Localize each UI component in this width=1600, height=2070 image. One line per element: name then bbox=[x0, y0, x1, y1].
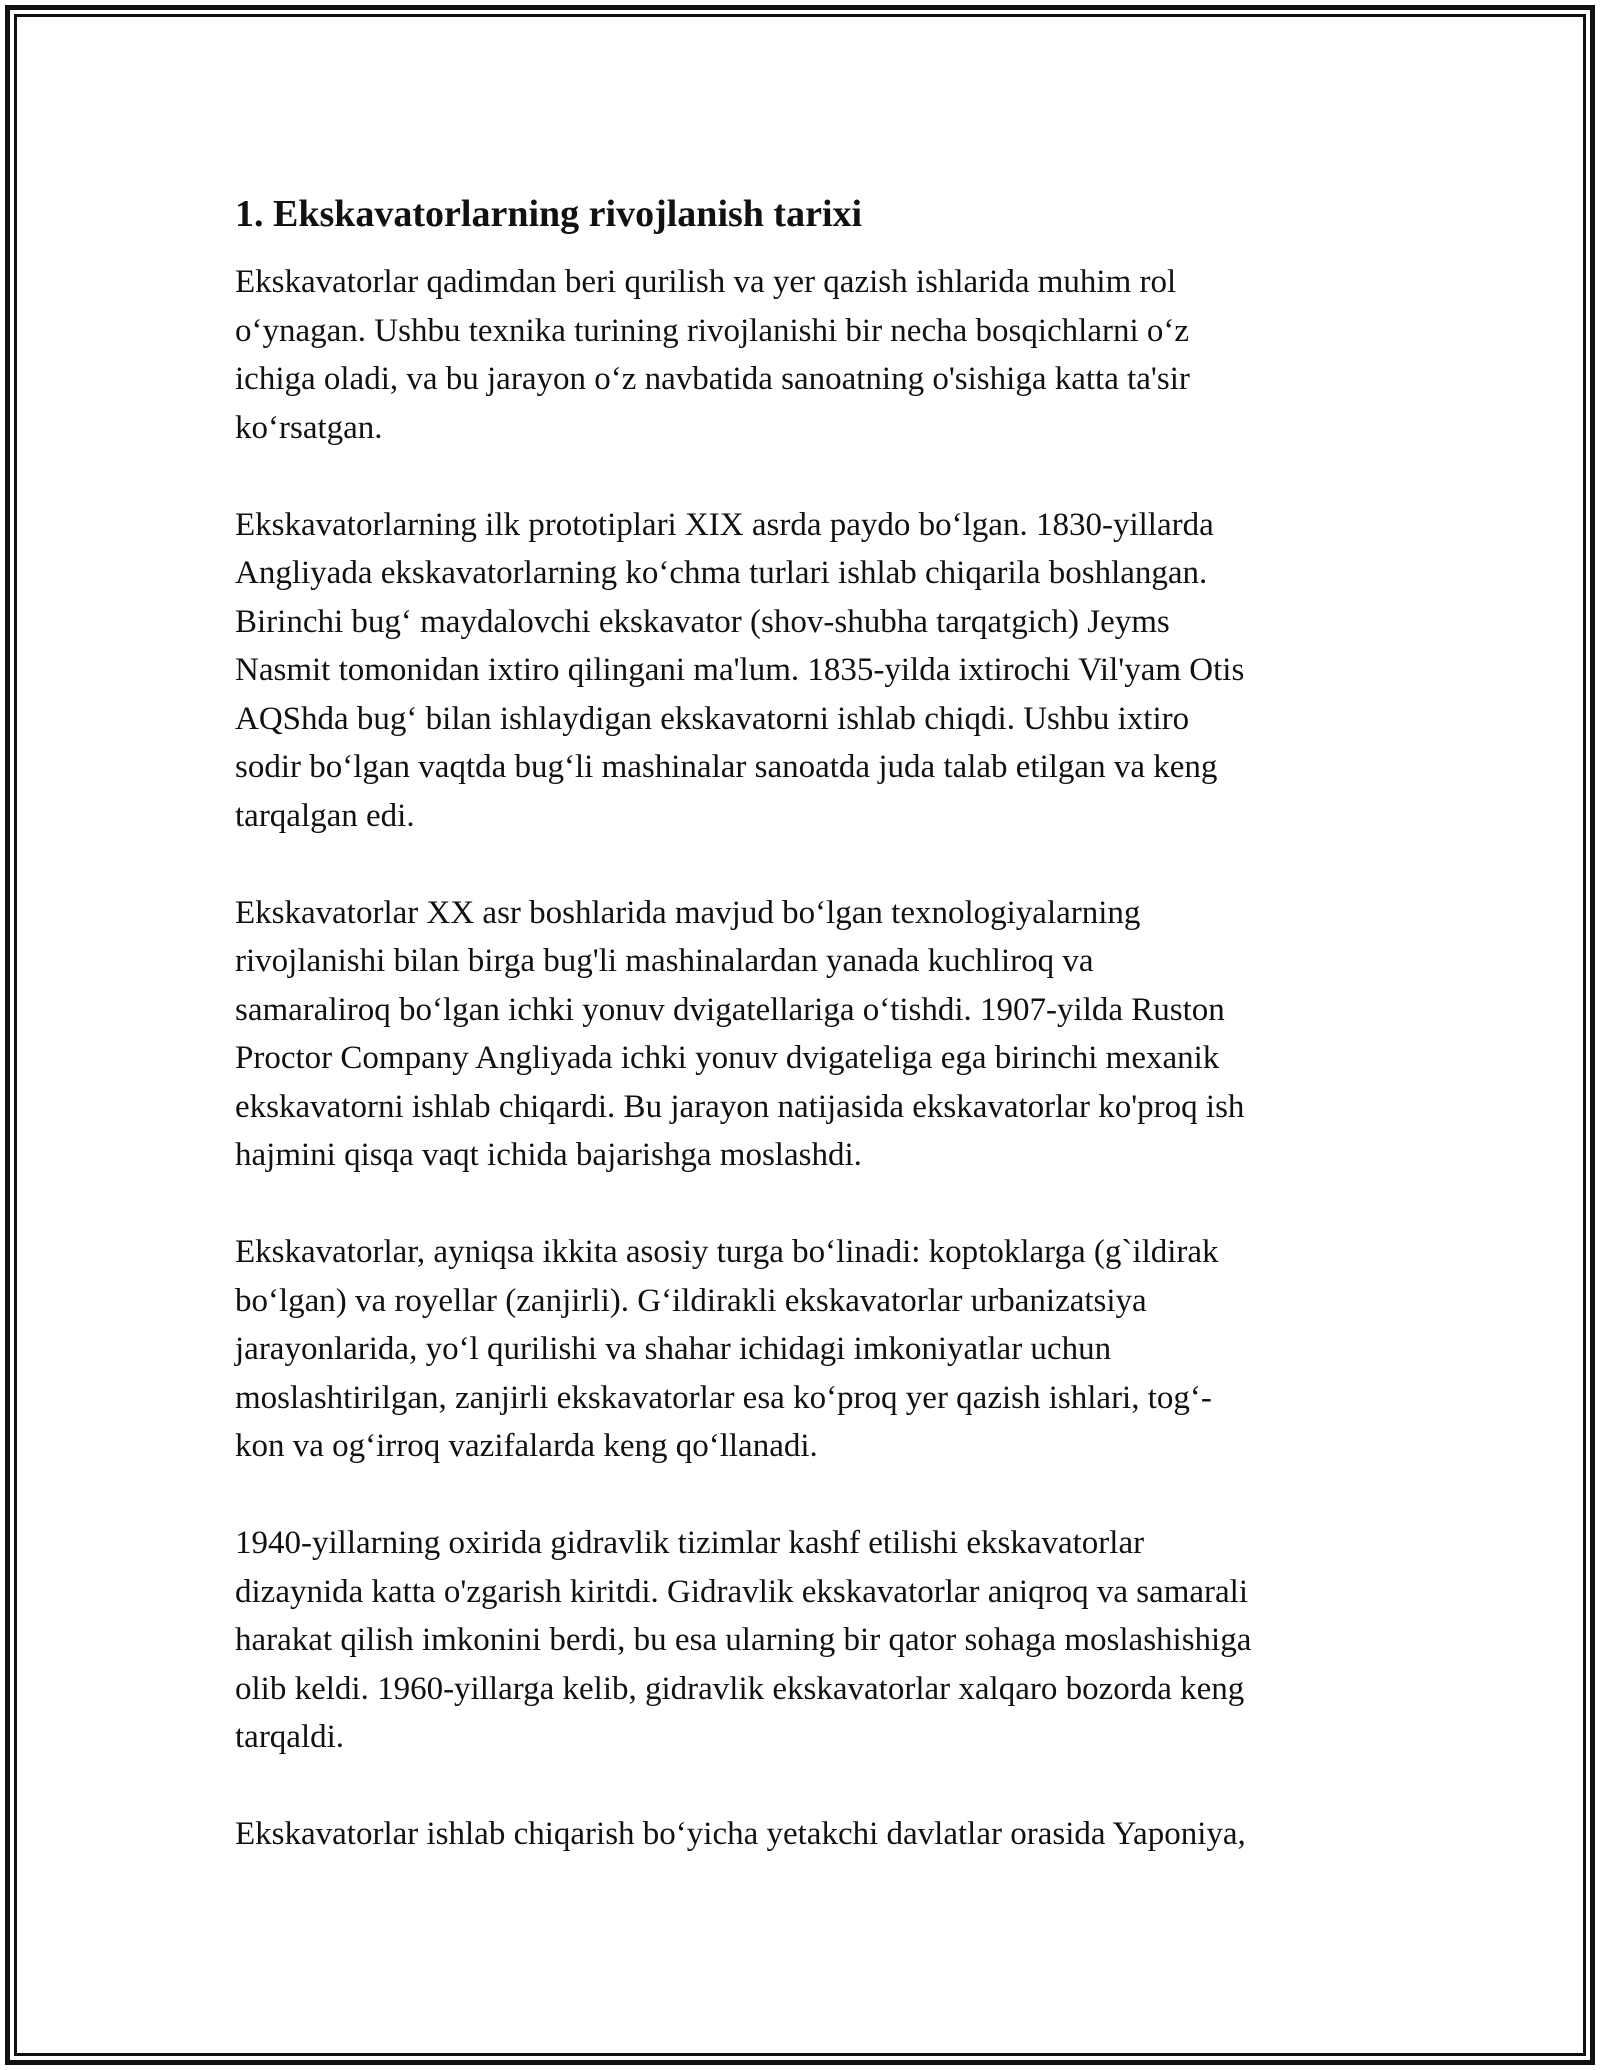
paragraph-6: Ekskavatorlar ishlab chiqarish bo‘yicha yetakchi davlatlar orasida Yaponiya, bbox=[235, 1816, 1246, 1852]
paragraph-4: Ekskavatorlar, ayniqsa ikkita asosiy turga bo‘linadi: koptoklarga (g`ildirak bo‘lgan) va royellar (zanjirli). G‘ildirakli ekskavatorlar urbanizatsiya jarayonlarida, yo‘l qurilishi va shahar ichidagi imkoniyatlar uchun moslashtirilgan, zanjirli ekskavatorlar esa ko‘proq yer qazish ishlari, tog‘- kon va og‘irroq vazifalarda keng qo‘llanadi. bbox=[235, 1234, 1219, 1464]
paragraph-3: Ekskavatorlar XX asr boshlarida mavjud bo‘lgan texnologiyalarning rivojlanishi bilan birga bug'li mashinalardan yanada kuchliroq va samaraliroq bo‘lgan ichki yonuv dvigatellariga o‘tishdi. 1907-yilda Ruston Proctor Company Angliyada ichki yonuv dvigateliga ega birinchi mexanik ekskavatorni ishlab chiqardi. Bu jarayon natijasida ekskavatorlar ko'proq ish hajmini qisqa vaqt ichida bajarishga moslashdi. bbox=[235, 894, 1245, 1173]
paragraph-5: 1940-yillarning oxirida gidravlik tizimlar kashf etilishi ekskavatorlar dizaynida katta o'zgarish kiritdi. Gidravlik ekskavatorlar aniqroq va samarali harakat qilish imkonini berdi, bu esa ularning bir qator sohaga moslashishiga olib keldi. 1960-yillarga kelib, gidravlik ekskavatorlar xalqaro bozorda keng tarqaldi. bbox=[235, 1525, 1252, 1755]
paragraph-2: Ekskavatorlarning ilk prototiplari XIX asrda paydo bo‘lgan. 1830-yillarda Angliyada ekskavatorlarning ko‘chma turlari ishlab chiqarila boshlangan. Birinchi bug‘ maydalovchi ekskavator (shov-shubha tarqatgich) Jeyms Nasmit tomonidan ixtiro qilingani ma'lum. 1835-yilda ixtirochi Vil'yam Otis AQShda bug‘ bilan ishlaydigan ekskavatorni ishlab chiqdi. Ushbu ixtiro sodir bo‘lgan vaqtda bug‘li mashinalar sanoatda juda talab etilgan va keng tarqalgan edi. bbox=[235, 506, 1245, 834]
paragraph-1: Ekskavatorlar qadimdan beri qurilish va yer qazish ishlarida muhim rol o‘ynagan. Ushbu texnika turining rivojlanishi bir necha bosqichlarni o‘z ichiga oladi, va bu jarayon o‘z navbatida sanoatning o'sishiga katta ta'sir ko‘rsatgan. bbox=[235, 264, 1190, 446]
section-heading: 1. Ekskavatorlarning rivojlanish tarixi bbox=[235, 193, 863, 235]
document-body bbox=[235, 190, 1375, 1907]
